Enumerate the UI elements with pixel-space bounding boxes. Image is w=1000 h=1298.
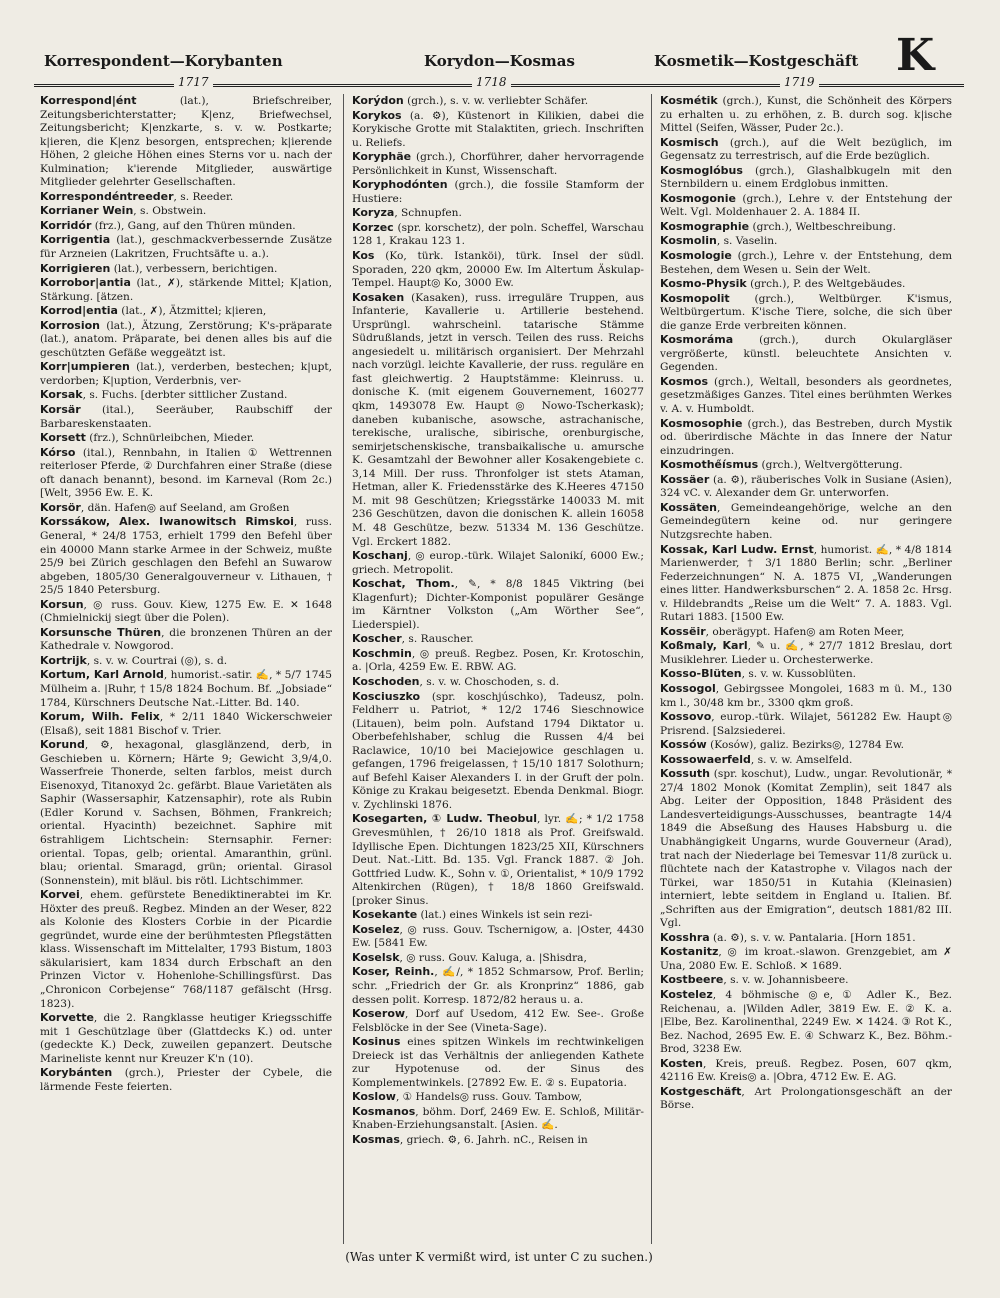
dictionary-entry — [660, 417, 952, 459]
entry-headword: Kossuth — [660, 767, 710, 781]
entry-text: (spr. koschut), Ludw., ungar. Revolutionär, * 27/4 1802 Monok (Komitat Zemplin), seit 1847 als Abg. Leiter der Opposition, 1848 Präsident des Landesverteidigungs-Ausschusses, beantragte 14/4 1849 die Abseßung des Hauses Habsburg u. die Unabhängigkeit Ungarns, wurde Gouverneur (Arad), trat nach der Niederlage bei Temesvar 11/8 zurück u. flüchtete nach der Katastrophe v. Vilagos nach der Türkei, war 1850/51 in Kutahia (Kleinasien) interniert, lebte seitdem in England u. Italien. Bf. „Schriften aus der Emigration“, deutsch 1881/82 III. Vgl. — [660, 768, 952, 930]
entry-text: , ⚙, hexagonal, glasglänzend, derb, in Geschieben u. Körnern; Härte 9; Gewicht 3,9/4,0. Wasserfreie Thonerde, selten farblos, meist durch Eisenoxyd, Titanoxyd 2c. gefärbt. Blaue Varietäten als Saphir (Wassersaphir, Katzensaphir), rote als Rubin (Edler Korund v. Sachsen, Böhmen, Frankreich; oriental. Hyacinth) bezeichnet. Saphire mit 6strahligem Lichtschein: Sternsaphir. Ferner: oriental. Topas, gelb; oriental. Amaranthin, grünl. blau; oriental. Smaragd, grün; oriental. Girasol (Sonnenstein), mit bläul. bis rötl. Lichtschimmer. — [40, 739, 332, 887]
entry-headword: Korsak — [40, 388, 83, 402]
dictionary-entry — [352, 647, 644, 675]
page-number-2: 1718 — [472, 75, 511, 89]
dictionary-entry — [660, 710, 952, 738]
entry-text: , ◎ preuß. Regbez. Posen, Kr. Krotoschin, a. |Orla, 4259 Ew. E. RBW. AG. — [352, 647, 644, 674]
dictionary-entry — [660, 136, 952, 164]
dictionary-entry — [40, 204, 332, 219]
entry-headword: Kosmisch — [660, 135, 719, 149]
entry-headword: Kosmétik — [660, 94, 718, 107]
dictionary-entry — [40, 233, 332, 261]
entry-text: (grch.), s. v. w. verliebter Schäfer. — [403, 95, 589, 107]
dictionary-entry — [40, 360, 332, 388]
dictionary-entry — [352, 206, 644, 221]
entry-headword: Kortrijk — [40, 653, 87, 667]
dictionary-entry — [40, 446, 332, 501]
entry-headword: Korrespondéntreeder — [40, 189, 174, 203]
entry-headword: Kossów — [660, 738, 707, 752]
entry-text: , ◎ europ.-türk. Wilajet Salonikí, 6000 Ew.; griech. Metropolit. — [352, 550, 644, 576]
entry-text: , ◎ russ. Gouv. Kiew, 1275 Ew. E. ✕ 1648 (Chmielnickij siegt über die Polen). — [40, 598, 332, 625]
entry-text: (lat., ✗), Ätzmittel; k|ieren, — [117, 305, 267, 318]
entry-text: (spr. korschetz), der poln. Scheffel, Warschau 128 1, Krakau 123 1. — [352, 221, 644, 248]
entry-text: (grch.), Lehre v. der Entstehung der Welt. Vgl. Moldenhauer 2. A. 1884 II. — [660, 192, 952, 219]
entry-text: , s. Reeder. — [173, 190, 234, 203]
entry-headword: Korridór — [40, 218, 92, 232]
entry-text: , s. v. w. Choschoden, s. d. — [419, 675, 560, 688]
entry-text: , ① Handels◎ russ. Gouv. Tambow, — [395, 1091, 582, 1104]
dictionary-entry — [40, 668, 332, 710]
entry-headword: Kosmogonie — [660, 191, 736, 205]
dictionary-entry — [352, 1105, 644, 1133]
entry-text: , s. v. w. Courtrai (◎), s. d. — [86, 654, 228, 667]
dictionary-entry — [40, 304, 332, 319]
dictionary-entry — [352, 577, 644, 632]
entry-text: , s. Rauscher. — [401, 633, 474, 646]
entry-text: , ✎, * 8/8 1845 Viktring (bei Klagenfurt); Dichter-Komponist populärer Gesänge im Kärntner Volkston („Am Wörther See“, Liederspiel). — [352, 578, 644, 631]
entry-text: , s. Obstwein. — [133, 205, 207, 218]
entry-headword: Korrigentia — [40, 233, 111, 247]
dictionary-entry — [352, 1133, 644, 1148]
entry-headword: Koserow — [352, 1007, 406, 1021]
entry-headword: Koschat, Thom. — [352, 577, 455, 591]
entry-text: , ◎ russ. Gouv. Tschernigow, a. |Oster, 4430 Ew. [5841 Ew. — [352, 923, 644, 950]
entry-headword: Kosmoráma — [660, 333, 734, 347]
entry-headword: Korrespond|ént — [40, 94, 137, 107]
entry-headword: Korýdon — [352, 94, 404, 107]
entry-text: , humorist. ✍, * 4/8 1814 Marienwerder, † 3/1 1880 Berlin; schr. „Berliner Federzeichnungen“ N. A. 1875 VI, „Wanderungen eines litter. Handwerksburschen“ 2. A. 1858 2c. Hrsg. v. Hildebrandts „Reise um die Welt“ 7. A. 1883. Vgl. Rutari 1883. [1500 Ew. — [660, 543, 952, 624]
entry-headword: Koscher — [352, 632, 402, 646]
entry-text: , die 2. Rangklasse heutiger Kriegsschiffe mit 1 Geschützlage über (Glattdecks K.) od. unter (gedeckte K.) Deck, zuweilen gepanzert. Deutsche Marineliste kennt nur Kreuzer K'n (10). — [40, 1012, 332, 1065]
entry-text: , s. v. w. Johannisbeere. — [723, 974, 849, 987]
dictionary-entry — [352, 1007, 644, 1035]
entry-headword: Korsun — [40, 597, 84, 611]
entry-text: (lat.), verbessern, berichtigen. — [110, 262, 278, 275]
column-3 — [660, 94, 952, 1244]
dictionary-entry — [352, 675, 644, 690]
entry-text: , s. v. w. Amselfeld. — [750, 753, 853, 766]
entry-headword: Korum, Wilh. Felix — [40, 710, 160, 724]
entry-text: (a. ⚙), räuberisches Volk in Susiane (Asien), 324 vC. v. Alexander dem Gr. unterworfen. — [660, 473, 952, 500]
entry-headword: Kosaken — [352, 290, 405, 304]
entry-headword: Kórso — [40, 445, 76, 459]
entry-headword: Kosmosophie — [660, 416, 743, 430]
entry-headword: Kossëir — [660, 624, 706, 638]
entry-headword: Koschmin — [352, 646, 412, 660]
entry-headword: Korsett — [40, 431, 86, 445]
dictionary-entry — [352, 549, 644, 577]
footer-note: (Was unter K vermißt wird, ist unter C zu suchen.) — [345, 1250, 653, 1264]
entry-text: (grch.), Weltbeschreibung. — [749, 220, 896, 233]
entry-text: , Art Prolongationsgeschäft an der Börse. — [660, 1085, 952, 1112]
entry-text: (grch.), durch Okulargläser vergrößerte, künstl. beleuchtete Ansichten v. Gegenden. — [660, 334, 952, 374]
entry-text: (ital.), Seeräuber, Raubschiff der Barbareskenstaaten. — [40, 404, 332, 430]
entry-headword: Kos — [352, 249, 375, 263]
entry-text: (lat.), geschmackverbessernde Zusätze für Arzneien (Lakritzen, Fruchtsäfte u. a.). — [40, 234, 332, 261]
dictionary-entry — [40, 598, 332, 626]
entry-text: , 4 böhmische ◎e, ① Adler K., Bez. Reichenau, a. |Wilden Adler, 3819 Ew. E. ② K. a. |Elbe, Bez. Karolinenthal, 2249 Ew. ✕ 1424. ③ Rot K., Bez. Nachod, 2695 Ew. E. ④ Schwarz K., Bez. Böhm.-Brod, 3238 Ew. — [660, 989, 952, 1056]
dictionary-entry — [40, 738, 332, 888]
dictionary-entry — [660, 292, 952, 334]
column-2 — [352, 94, 644, 1244]
dictionary-entry — [40, 888, 332, 1011]
entry-headword: Korykos — [352, 108, 402, 122]
entry-text: , s. Vaselin. — [716, 235, 778, 248]
dictionary-entry — [660, 1085, 952, 1113]
entry-text: , ✍/, * 1852 Schmarsow, Prof. Berlin; schr. „Friedrich der Gr. als Kronprinz“ 1886, gab dessen polit. Korresp. 1872/82 heraus u. a. — [352, 966, 644, 1006]
dictionary-entry — [40, 654, 332, 669]
dictionary-entry — [660, 164, 952, 192]
entry-text: , Dorf auf Usedom, 412 Ew. See-. Große Felsblöcke in der See (Vineta-Sage). — [352, 1008, 644, 1034]
page-number-1: 1717 — [174, 75, 213, 89]
entry-text: , s. v. w. Kussoblüten. — [741, 668, 857, 681]
dictionary-entry — [660, 945, 952, 973]
entry-headword: Koßmaly, Karl — [660, 639, 748, 653]
dictionary-entry — [40, 388, 332, 403]
entry-text: , oberägypt. Hafen◎ am Roten Meer, — [705, 625, 905, 638]
dictionary-entry — [352, 965, 644, 1007]
entry-text: , ✎ u. ✍, * 27/7 1812 Breslau, dort Musiklehrer. Lieder u. Orchesterwerke. — [660, 640, 952, 666]
dictionary-entry — [660, 249, 952, 277]
dictionary-entry — [660, 192, 952, 220]
dictionary-entry — [40, 276, 332, 304]
entry-headword: Korrod|entia — [40, 304, 118, 318]
entry-headword: Kossowaerfeld — [660, 752, 751, 766]
entry-headword: Korund — [40, 738, 85, 752]
entry-headword: Kosmothe̋ísmus — [660, 458, 759, 472]
dictionary-entry — [660, 375, 952, 417]
entry-text: , russ. General, * 24/8 1753, erhielt 1799 den Befehl über ein 40000 Mann starke Armee in der Schweiz, mußte 25/9 bei Zürich geschlagen den Befehl an Suwarow abgeben, 1805/30 Generalgouverneur v. Lithauen, † 25/5 1840 Petersburg. — [40, 516, 332, 597]
entry-headword: Korybánten — [40, 1066, 113, 1080]
header-left: Korrespondent—Korybanten — [44, 52, 283, 70]
entry-headword: Koslow — [352, 1090, 396, 1104]
entry-headword: Korsör — [40, 500, 81, 514]
entry-headword: Kostanitz — [660, 945, 719, 959]
entry-text: (lat.), Briefschreiber, Zeitungsberichterstatter; K|enz, Briefwechsel, Zeitungsbericht; K|enzkarte, s. v. w. Postkarte; k|ieren, die K|enz besorgen, entsprechen; k|ierende Höhen, 2 gleiche Höhen eines Sterns vor u. nach der Kulmination; k'ierende Mitglieder, auswärtige Mitglieder gelehrter Gesellschaften. — [40, 95, 332, 189]
entry-text: , die bronzenen Thüren an der Kathedrale v. Nowgorod. — [40, 626, 332, 653]
dictionary-entry — [352, 1090, 644, 1105]
entry-headword: Korssákow, Alex. Iwanowitsch Rimskoi — [40, 515, 294, 529]
entry-headword: Korrosion — [40, 318, 101, 332]
dictionary-entry — [352, 923, 644, 951]
entry-text: , böhm. Dorf, 2469 Ew. E. Schloß, Militär-Knaben-Erziehungsanstalt. [Asien. ✍. — [352, 1105, 644, 1132]
entry-text: (lat.), Ätzung, Zerstörung; K's-präparate (lat.), anatom. Präparate, bei denen alles bis auf die geschützten Gefäße weggeätzt ist. — [40, 319, 332, 359]
entry-text: (grch.), Weltvergötterung. — [758, 459, 903, 472]
dictionary-page — [34, 30, 964, 1275]
entry-text: , * 2/11 1840 Wickerschweier (Elsaß), seit 1881 Bischof v. Trier. — [40, 711, 332, 737]
dictionary-entry — [40, 515, 332, 597]
header-right: Kosmetik—Kostgeschäft — [654, 52, 859, 70]
dictionary-entry — [352, 249, 644, 291]
entry-headword: Korrigieren — [40, 261, 111, 275]
entry-headword: Kosshra — [660, 930, 710, 944]
entry-headword: Kosten — [660, 1056, 703, 1070]
entry-headword: Korvei — [40, 888, 80, 902]
dictionary-entry — [660, 753, 952, 768]
entry-headword: Korrobor|antia — [40, 276, 131, 290]
entry-headword: Koser, Reinh. — [352, 965, 435, 979]
entry-text: (ital.), Rennbahn, in Italien ① Wettrennen reiterloser Pferde, ② Durchfahren einer Straße (diese oft danach benannt), besond. im Karneval (Rom 2c.) [Welt, 3956 Ew. E. K. — [40, 446, 332, 500]
dictionary-entry — [40, 94, 332, 190]
section-letter: K — [896, 30, 935, 81]
dictionary-entry — [660, 458, 952, 473]
entry-text: (grch.), das Bestreben, durch Mystik od. überirdische Mächte in das Innere der Natur einzudringen. — [660, 417, 952, 457]
entry-text: (frz.), Gang, auf den Thüren münden. — [91, 219, 296, 232]
dictionary-entry — [352, 94, 644, 109]
column-divider — [343, 94, 344, 1244]
entry-text: (Kasaken), russ. irreguläre Truppen, aus Infanterie, Kavallerie u. Artillerie bestehend. Ursprüngl. wahrscheinl. tatarische Stämme Südrußlands, jetzt in versch. Teilen des russ. Reichs angesiedelt u. militärisch organisiert. Der Mehrzahl nach vorzügl. leichte Kavallerie, der russ. reguläre en fast gleichwertig. 2 Hauptstämme: Kleinruss. u. donische K. (mit eigenem Gouvernement, 160277 qkm, 1493078 Ew. Haupt◎ Nowo-Tscherkask); daneben kubanische, asowsche, astrachanische, terekische, uralische, sibirische, orenburgische, semirjetschenskische, transbaikalische u. amursche K. Gesamtzahl der Bewohner aller Kosakengebiete c. 3,14 Mill. Der russ. Thronfolger ist stets Ataman, Hetman, aller K. Friedensstärke des K.Heeres 47150 M. mit 98 Geschützen; Kriegsstärke 140033 M. mit 236 Geschützen, davon die donischen K. allein 16058 M. 48 Geschütze, bezw. 51334 M. 136 Geschütze. Vgl. Erckert 1882. — [352, 291, 644, 548]
entry-text: , dän. Hafen◎ auf Seeland, am Großen — [80, 501, 290, 514]
entry-text: (grch.), Weltbürger. K'ismus, Weltbürgertum. K'ische Tiere, solche, die sich über die ganze Erde verbreiten können. — [660, 292, 952, 332]
dictionary-entry — [352, 812, 644, 908]
dictionary-entry — [40, 1066, 332, 1094]
entry-headword: Kossogol — [660, 681, 716, 695]
entry-text: (grch.), Priester der Cybele, die lärmende Feste feierten. — [40, 1067, 332, 1093]
entry-text: (Kosów), galiz. Bezirks◎, 12784 Ew. — [706, 739, 905, 752]
entry-headword: Koschanj — [352, 549, 408, 563]
dictionary-entry — [40, 219, 332, 234]
entry-text: (spr. koschjúschko), Tadeusz, poln. Feldherr u. Patriot, * 12/2 1746 Sieschnowice (Litauen), beim poln. Aufstand 1794 Diktator u. Oberbefehlshaber, schlug die Russen 4/4 bei Raclawice, 10/10 bei Maciejowice geschlagen u. gefangen, 1796 freigelassen, † 15/10 1817 Solothurn; auf Befehl Kaiser Alexanders I. in der Gruft der poln. Könige zu Krakau beigesetzt. Ebenda Denkmal. Biogr. v. Zychlinski 1876. — [352, 690, 644, 811]
entry-headword: Kosciuszko — [352, 689, 421, 703]
entry-headword: Kosmanos — [352, 1104, 416, 1118]
entry-headword: Kossovo — [660, 710, 712, 724]
entry-text: (frz.), Schnürleibchen, Mieder. — [85, 432, 255, 445]
entry-headword: Kosso-Blüten — [660, 667, 742, 681]
entry-headword: Kosekante — [352, 908, 418, 922]
entry-headword: Kostgeschäft — [660, 1084, 742, 1098]
entry-text: , ◎ im kroat.-slawon. Grenzgebiet, am ✗ Una, 2080 Ew. E. Schloß. ✕ 1689. — [660, 946, 952, 972]
dictionary-entry — [660, 333, 952, 375]
entry-text: (lat.) eines Winkels ist sein rezi- — [417, 909, 593, 922]
entry-headword: Korzec — [352, 220, 394, 234]
entry-text: , s. Fuchs. [derbter sittlicher Zustand. — [82, 389, 288, 402]
entry-text: , ehem. gefürstete Benediktinerabtei im Kr. Höxter des preuß. Regbez. Minden an der Weser, 822 als Kolonie des Klosters Corbie in der Picardie gegründet, wurde eine der berühmtesten Pflegstätten klass. Wissenschaft im Mittelalter, 1793 Bistum, 1803 säkularisiert, kam 1834 durch Erbschaft an den Prinzen Victor v. Hohenlohe-Schillingsfürst. Das „Chronicon Corbejense“ 768/1187 gefälscht (Hrsg. 1823). — [40, 889, 332, 1010]
entry-headword: Koryphodónten — [352, 178, 448, 192]
dictionary-entry — [660, 931, 952, 946]
entry-headword: Kosmos — [660, 374, 709, 388]
entry-headword: Koryza — [352, 206, 395, 220]
dictionary-entry — [352, 908, 644, 923]
entry-headword: Kossak, Karl Ludw. Ernst — [660, 542, 814, 556]
entry-text: (grch.), die fossile Stamform der Hustiere: — [352, 179, 644, 205]
dictionary-entry — [352, 951, 644, 966]
dictionary-entry — [40, 319, 332, 361]
entry-headword: Kosinus — [352, 1035, 401, 1049]
header-middle: Korydon—Kosmas — [424, 52, 575, 70]
entry-text: , griech. ⚙, 6. Jahrh. nC., Reisen in — [399, 1134, 588, 1147]
column-divider — [651, 94, 652, 1244]
dictionary-entry — [40, 262, 332, 277]
dictionary-entry — [40, 431, 332, 446]
dictionary-entry — [40, 710, 332, 738]
dictionary-entry — [660, 501, 952, 543]
dictionary-entry — [660, 682, 952, 710]
entry-headword: Korsunsche Thüren — [40, 625, 162, 639]
dictionary-entry — [660, 277, 952, 292]
dictionary-entry — [660, 1057, 952, 1085]
entry-text: (grch.), auf die Welt bezüglich, im Gegensatz zu terrestrisch, auf die Erde bezüglich. — [660, 136, 952, 163]
entry-headword: Korr|umpieren — [40, 360, 130, 374]
entry-text: , Gemeindeangehörige, welche an den Gemeindegütern keine od. nur geringere Nutzgsrechte haben. — [660, 501, 952, 541]
dictionary-entry — [352, 1035, 644, 1090]
dictionary-entry — [40, 190, 332, 205]
dictionary-entry — [352, 291, 644, 549]
entry-text: (grch.), Weltall, besonders als geordnetes, gesetzmäßiges Ganzes. Titel eines berühmten Werkes v. A. v. Humboldt. — [660, 375, 952, 416]
dictionary-entry — [40, 501, 332, 516]
entry-headword: Koschoden — [352, 674, 420, 688]
entry-headword: Koryphäe — [352, 150, 412, 164]
entry-headword: Kosmopolit — [660, 291, 730, 305]
column-1 — [40, 94, 332, 1244]
dictionary-entry — [660, 94, 952, 136]
entry-headword: Korvette — [40, 1011, 94, 1025]
entry-headword: Koselez — [352, 922, 400, 936]
entry-text: (lat.), verderben, bestechen; k|upt, verdorben; K|uption, Verderbnis, ver- — [40, 361, 332, 387]
entry-text: , Gebirgssee Mongolei, 1683 m ü. M., 130 km l., 30/48 km br., 3300 qkm groß. — [660, 682, 952, 709]
dictionary-entry — [660, 543, 952, 625]
entry-text: (grch.), Glashalbkugeln mit den Sternbildern u. einem Erdglobus inmitten. — [660, 164, 952, 191]
dictionary-entry — [660, 639, 952, 667]
entry-text: (grch.), P. des Weltgebäudes. — [746, 278, 906, 291]
entry-headword: Kosmo-Physik — [660, 277, 747, 291]
entry-headword: Kostbeere — [660, 973, 724, 987]
entry-headword: Kossäer — [660, 472, 710, 486]
page-number-3: 1719 — [780, 75, 819, 89]
entry-headword: Kortum, Karl Arnold — [40, 668, 164, 682]
dictionary-entry — [660, 973, 952, 988]
dictionary-entry — [660, 234, 952, 249]
entry-text: eines spitzen Winkels im rechtwinkeligen Dreieck ist das Verhältnis der anliegenden Kathete zur Hypotenuse od. der Sinus des Komplementwinkels. [27892 Ew. E. ② s. Eupatoria. — [352, 1036, 644, 1089]
entry-headword: Korrianer Wein — [40, 204, 134, 218]
entry-text: , Schnupfen. — [394, 207, 462, 220]
dictionary-entry — [352, 690, 644, 813]
entry-headword: Korsär — [40, 403, 81, 417]
entry-text: , lyr. ✍; * 1/2 1758 Grevesmühlen, † 26/10 1818 als Prof. Greifswald. Idyllische Epen. Dichtungen 1823/25 XII, Kürschners Deut. Nat.-Litt. Bd. 135. Vgl. Franck 1887. ② Joh. Gottfried Ludw. K., Sohn v. ①, Orientalist, * 10/9 1792 Altenkirchen (Rügen), † 18/8 1860 Greifswald. [proker Sinus. — [352, 813, 644, 907]
dictionary-entry — [660, 220, 952, 235]
dictionary-entry — [40, 403, 332, 431]
entry-text: (lat., ✗), stärkende Mittel; K|ation, Stärkung. [ätzen. — [40, 277, 332, 303]
entry-headword: Kosmoglóbus — [660, 163, 743, 177]
dictionary-entry — [660, 988, 952, 1057]
dictionary-entry — [660, 473, 952, 501]
entry-text: (grch.), Kunst, die Schönheit des Körpers zu erhalten u. zu erhöhen, z. B. durch sog. k|ische Mittel (Seifen, Wässer, Puder 2c.). — [660, 95, 952, 135]
entry-headword: Kosmolin — [660, 234, 717, 248]
dictionary-entry — [352, 178, 644, 206]
header-rule — [34, 75, 964, 92]
entry-text: (grch.), Lehre v. der Entstehung, dem Bestehen, dem Wesen u. Sein der Welt. — [660, 250, 952, 276]
entry-text: (a. ⚙), s. v. w. Pantalaria. [Horn 1851. — [709, 931, 916, 944]
dictionary-entry — [660, 738, 952, 753]
entry-headword: Kostelez — [660, 988, 713, 1001]
entry-text: (grch.), Chorführer, daher hervorragende Persönlichkeit in Kunst, Wissenschaft. — [352, 151, 644, 177]
dictionary-entry — [40, 1011, 332, 1066]
dictionary-entry — [352, 632, 644, 647]
entry-headword: Kossäten — [660, 500, 717, 514]
entry-text: , humorist.-satir. ✍, * 5/7 1745 Mülheim a. |Ruhr, † 15/8 1824 Bochum. Bf. „Jobsiade“ 1784, Kürschners Deutsche Nat.-Litter. Bd. 140. — [40, 669, 332, 709]
dictionary-entry — [352, 109, 644, 151]
entry-text: (Ko, türk. Istanköi), türk. Insel der südl. Sporaden, 220 qkm, 20000 Ew. Im Altertum Äskulap-Tempel. Haupt◎ Ko, 3000 Ew. — [352, 250, 644, 290]
entry-headword: Kosmographie — [660, 219, 750, 233]
dictionary-entry — [352, 221, 644, 249]
dictionary-entry — [660, 767, 952, 931]
entry-text: , europ.-türk. Wilajet, 561282 Ew. Haupt◎ Prisrend. [Salzsiederei. — [660, 711, 952, 737]
entry-headword: Kosmas — [352, 1133, 400, 1147]
dictionary-entry — [660, 667, 952, 682]
entry-headword: Kosmologie — [660, 249, 732, 263]
dictionary-entry — [40, 626, 332, 654]
entry-headword: Kosegarten, ① Ludw. Theobul — [352, 812, 538, 826]
dictionary-entry — [660, 625, 952, 640]
entry-text: , Kreis, preuß. Regbez. Posen, 607 qkm, 42116 Ew. Kreis◎ a. |Obra, 4712 Ew. E. AG. — [660, 1057, 952, 1084]
entry-headword: Koselsk — [352, 950, 400, 964]
dictionary-entry — [352, 150, 644, 178]
entry-text: (a. ⚙), Küstenort in Kilikien, dabei die Korykische Grotte mit Stalaktiten, griech. Inschriften u. Reliefs. — [352, 109, 644, 149]
entry-text: , ◎ russ. Gouv. Kaluga, a. |Shisdra, — [399, 951, 587, 964]
